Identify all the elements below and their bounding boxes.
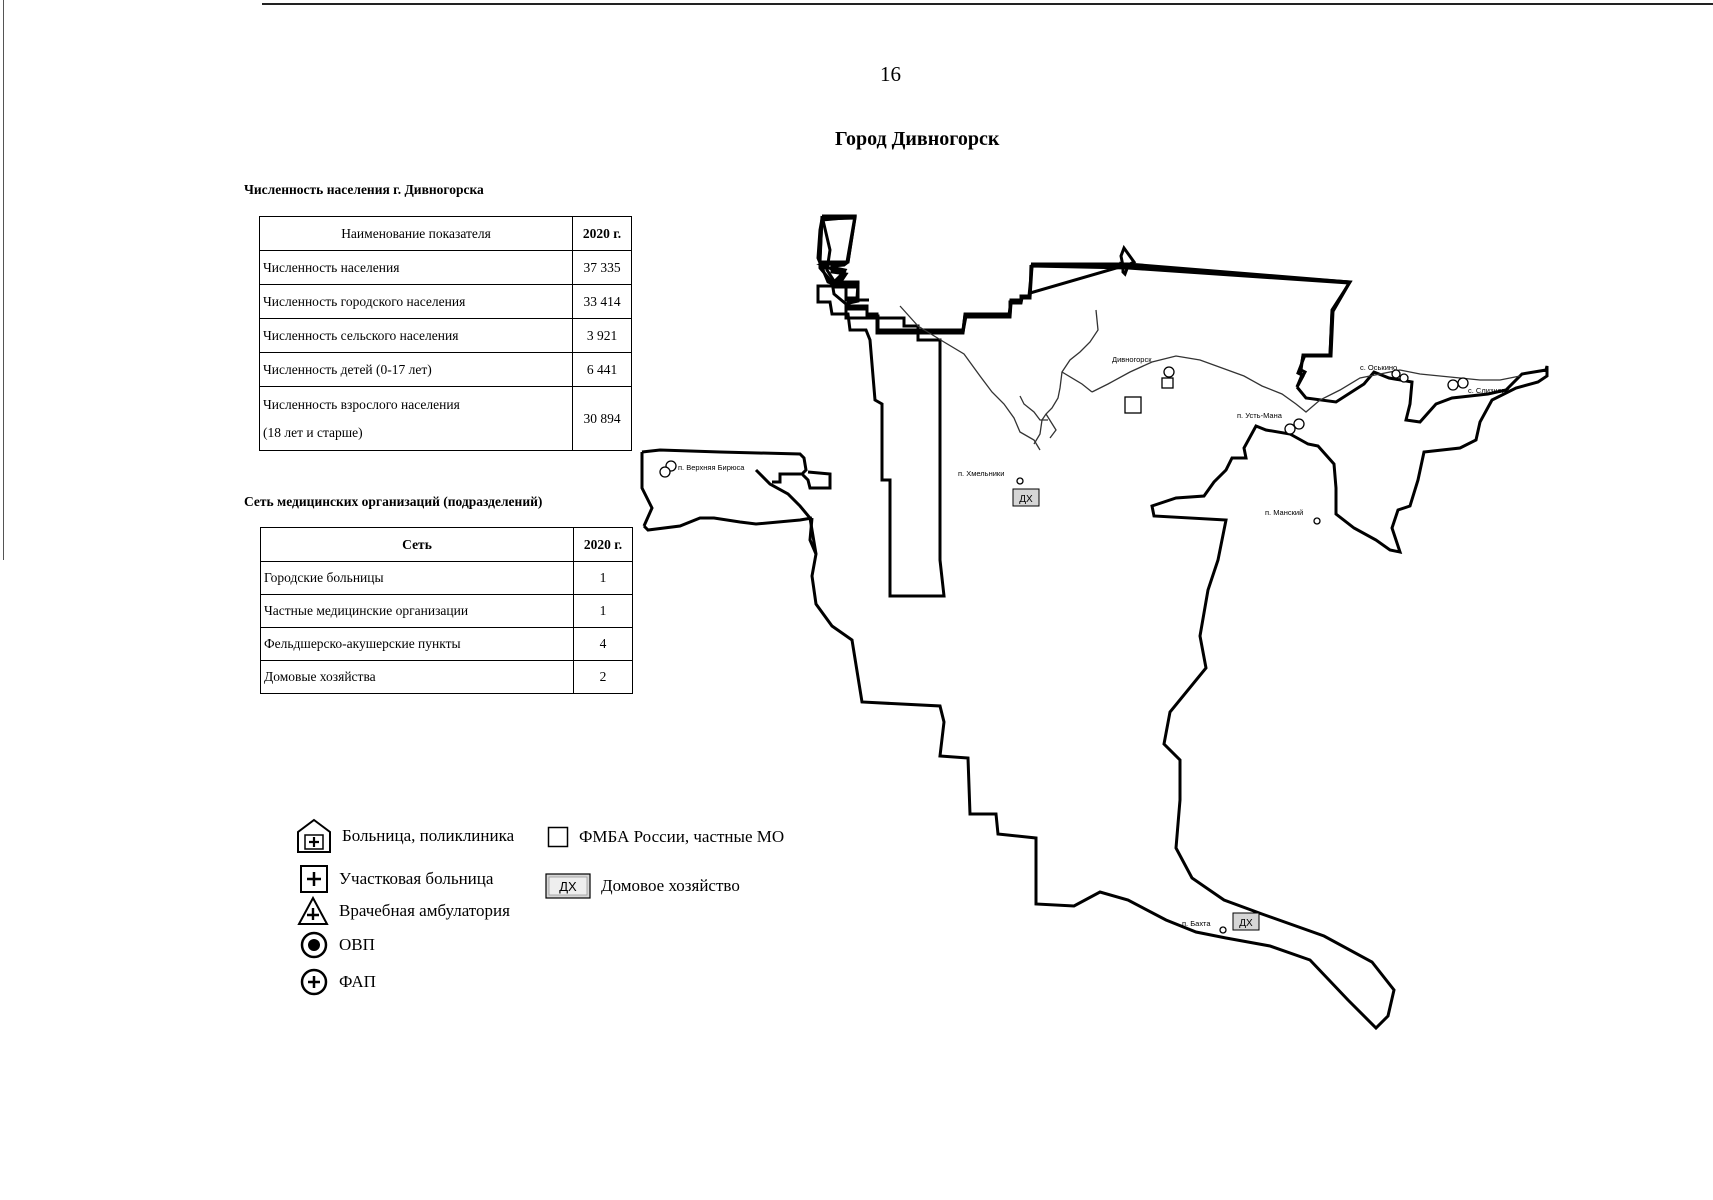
row-name: Городские больницы: [261, 562, 574, 595]
row-value: 3 921: [573, 319, 632, 353]
row-value: 6 441: [573, 353, 632, 387]
legend-label: ФАП: [339, 972, 376, 991]
column-header-name: Наименование показателя: [260, 217, 573, 251]
row-value: 4: [574, 628, 633, 661]
row-value: 1: [574, 595, 633, 628]
column-header-year: 2020 г.: [574, 528, 633, 562]
household-badge: ДХ: [559, 879, 577, 894]
household-badge: ДХ: [1239, 918, 1253, 929]
hospital-icon: [1162, 378, 1173, 388]
settlement-icon: [1314, 518, 1320, 524]
fap-icon: [1294, 419, 1304, 429]
row-name: Численность населения: [260, 251, 573, 285]
fap-icon: [1164, 367, 1174, 377]
column-header-name: Сеть: [261, 528, 574, 562]
row-value: 37 335: [573, 251, 632, 285]
row-name: Численность сельского населения: [260, 319, 573, 353]
row-name-line2: (18 лет и старше): [263, 424, 363, 440]
legend-label: Участковая больница: [339, 869, 494, 888]
page-number: 16: [880, 62, 901, 86]
fmba-marker: [1125, 397, 1141, 413]
row-value: 2: [574, 661, 633, 694]
row-name: Численность детей (0-17 лет): [260, 353, 573, 387]
household-markers: [1013, 489, 1259, 930]
ovp-icon: [1285, 424, 1295, 434]
column-header-year: 2020 г.: [573, 217, 632, 251]
label-bakhta: п. Бахта: [1182, 919, 1211, 928]
row-name: Частные медицинские организации: [261, 595, 574, 628]
row-name-line1: Численность взрослого населения: [263, 396, 460, 412]
settlement-icon: [1017, 478, 1023, 484]
row-value: 33 414: [573, 285, 632, 319]
household-badge: ДХ: [1019, 494, 1033, 505]
row-name: Домовые хозяйства: [261, 661, 574, 694]
label-khmelniki: п. Хмельники: [958, 469, 1005, 478]
legend-label: ФМБА России, частные МО: [579, 827, 785, 846]
legend-label: Врачебная амбулатория: [339, 901, 510, 920]
network-caption: Сеть медицинских организаций (подразделений): [244, 494, 543, 509]
row-name: Фельдшерско-акушерские пункты: [261, 628, 574, 661]
map-labels: [678, 355, 1510, 928]
label-sliznevo: с. Слизнево: [1468, 386, 1510, 395]
fap-icon: [1458, 378, 1468, 388]
fap-icon: [660, 467, 670, 477]
label-ust-mana: п. Усть-Мана: [1237, 411, 1282, 420]
population-caption: Численность населения г. Дивногорска: [244, 182, 484, 197]
row-value: 30 894: [573, 387, 632, 451]
label-divnogorsk: Дивногорск: [1112, 355, 1152, 364]
label-verkhnyaya-biryusa: п. Верхняя Бирюса: [678, 463, 745, 472]
label-oskolki: с. Оськино: [1360, 363, 1398, 372]
fap-icon: [1400, 374, 1408, 382]
legend-label: ОВП: [339, 935, 375, 954]
page-title: Город Дивногорск: [835, 128, 1000, 150]
legend-label: Домовое хозяйство: [601, 876, 740, 895]
rivers: [900, 306, 1520, 450]
settlement-icon: [1220, 927, 1226, 933]
ovp-icon: [1448, 380, 1458, 390]
row-value: 1: [574, 562, 633, 595]
row-name: Численность городского населения: [260, 285, 573, 319]
label-mansky: п. Манский: [1265, 508, 1304, 517]
map-markers: [660, 367, 1468, 933]
legend-label: Больница, поликлиника: [342, 826, 515, 845]
